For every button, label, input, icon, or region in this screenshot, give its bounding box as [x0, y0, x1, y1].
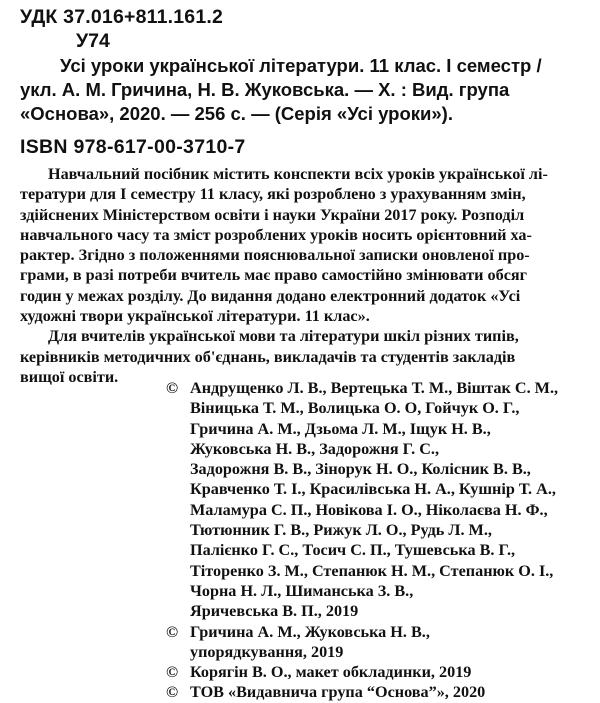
abstract-line: вищої освіти.	[20, 367, 119, 386]
copyright-line: Маламура С. П., Новікова І. О., Ніколаєва Н. Ф.,	[190, 500, 548, 519]
copyright-line: Андрущенко Л. В., Вертецька Т. М., Віштак С. М.,	[190, 379, 559, 397]
copyright-entry-cont	[0, 520, 600, 540]
copyright-symbol: ©	[166, 683, 179, 702]
abstract-line: Для вчителів української мови та літератури шкіл різних типів,	[48, 327, 519, 346]
copyright-line: Чорна Н. Л., Шиманська З. В.,	[190, 581, 414, 600]
copyright-entry	[0, 682, 600, 702]
copyright-line: Гричина А. М., Жуковська Н. В.,	[190, 622, 430, 641]
copyright-entry-cont	[0, 581, 600, 601]
copyright-symbol: ©	[166, 663, 179, 682]
copyright-entry	[0, 622, 600, 642]
copyright-symbol: ©	[166, 622, 179, 641]
copyright-line: Гричина А. М., Дзьома Л. М., Іщук Н. В.,	[190, 419, 491, 438]
copyright-entry-cont	[0, 439, 600, 459]
copyright-line: Задорожня В. В., Зінорук Н. О., Колісник В. В.,	[190, 460, 531, 479]
copyright-entry-cont	[0, 540, 600, 560]
biblio-line: укл. А. М. Гричина, Н. В. Жуковська. — Х. : Вид. група	[20, 79, 510, 100]
copyright-block	[0, 378, 600, 703]
abstract-line: навчального часу та зміст розроблених уроків носить орієнтовний ха-	[20, 225, 532, 244]
copyright-line: ТОВ «Видавнича група “Основа”», 2020	[190, 683, 486, 702]
copyright-line: упорядкування, 2019	[190, 642, 344, 661]
copyright-entry-cont	[0, 642, 600, 662]
copyright-entry-cont	[0, 459, 600, 479]
copyright-entry-cont	[0, 419, 600, 439]
copyright-entry-cont	[0, 398, 600, 418]
isbn: ISBN 978-617-00-3710-7	[20, 136, 246, 158]
copyright-line: Яричевська В. П., 2019	[190, 602, 359, 621]
copyright-line: Тютюнник Г. В., Рижук Л. О., Рудь Л. М.,	[190, 521, 492, 540]
copyright-line: Тіторенко З. М., Степанюк Н. М., Степанюк О. І.,	[190, 561, 554, 580]
abstract-line: тератури для І семестру 11 класу, які розроблено з урахуванням змін,	[20, 185, 526, 204]
udk-code: УДК 37.016+811.161.2	[20, 6, 224, 28]
abstract	[20, 164, 598, 387]
copyright-entry	[0, 378, 600, 398]
abstract-line: художні твори української літератури. 11 клас».	[20, 307, 370, 326]
abstract-line: здійснених Міністерством освіти і науки України 2017 року. Розподіл	[20, 205, 525, 224]
copyright-line: Віницька Т. М., Волицька О. О, Гойчук О. Г.,	[190, 399, 520, 418]
copyright-line: Жуковська Н. В., Задорожня Г. С.,	[190, 439, 440, 458]
copyright-entry-cont	[0, 601, 600, 621]
copyright-line: Палієнко Г. С., Тосич С. П., Тушевська В. Г.,	[190, 541, 516, 560]
copyright-line: Корягін В. О., макет обкладинки, 2019	[190, 663, 472, 682]
copyright-entry-cont	[0, 500, 600, 520]
copyright-entry	[0, 662, 600, 682]
abstract-line: Навчальний посібник містить конспекти всіх уроків української лі-	[48, 165, 548, 183]
copyright-symbol: ©	[166, 379, 179, 397]
abstract-line: грами, в разі потреби вчитель має право самостійно змінювати обсяг	[20, 266, 528, 285]
biblio-line: «Основа», 2020. — 256 с. — (Серія «Усі уроки»).	[20, 103, 453, 124]
bibliographic-description	[20, 54, 598, 126]
author-code: У74	[76, 30, 110, 52]
copyright-line: Кравченко Т. І., Красилівська Н. А., Кушнір Т. А.,	[190, 480, 556, 499]
abstract-line: годин у межах розділу. До видання додано електронний додаток «Усі	[20, 286, 521, 305]
copyright-entry-cont	[0, 479, 600, 499]
biblio-line: Усі уроки української літератури. 11 клас. І семестр /	[60, 55, 542, 76]
abstract-line: керівників методичних об'єднань, викладачів та студентів закладів	[20, 347, 516, 366]
copyright-entry-cont	[0, 561, 600, 581]
abstract-line: рактер. Згідно з положеннями пояснювальної записки оновленої про-	[20, 246, 530, 265]
